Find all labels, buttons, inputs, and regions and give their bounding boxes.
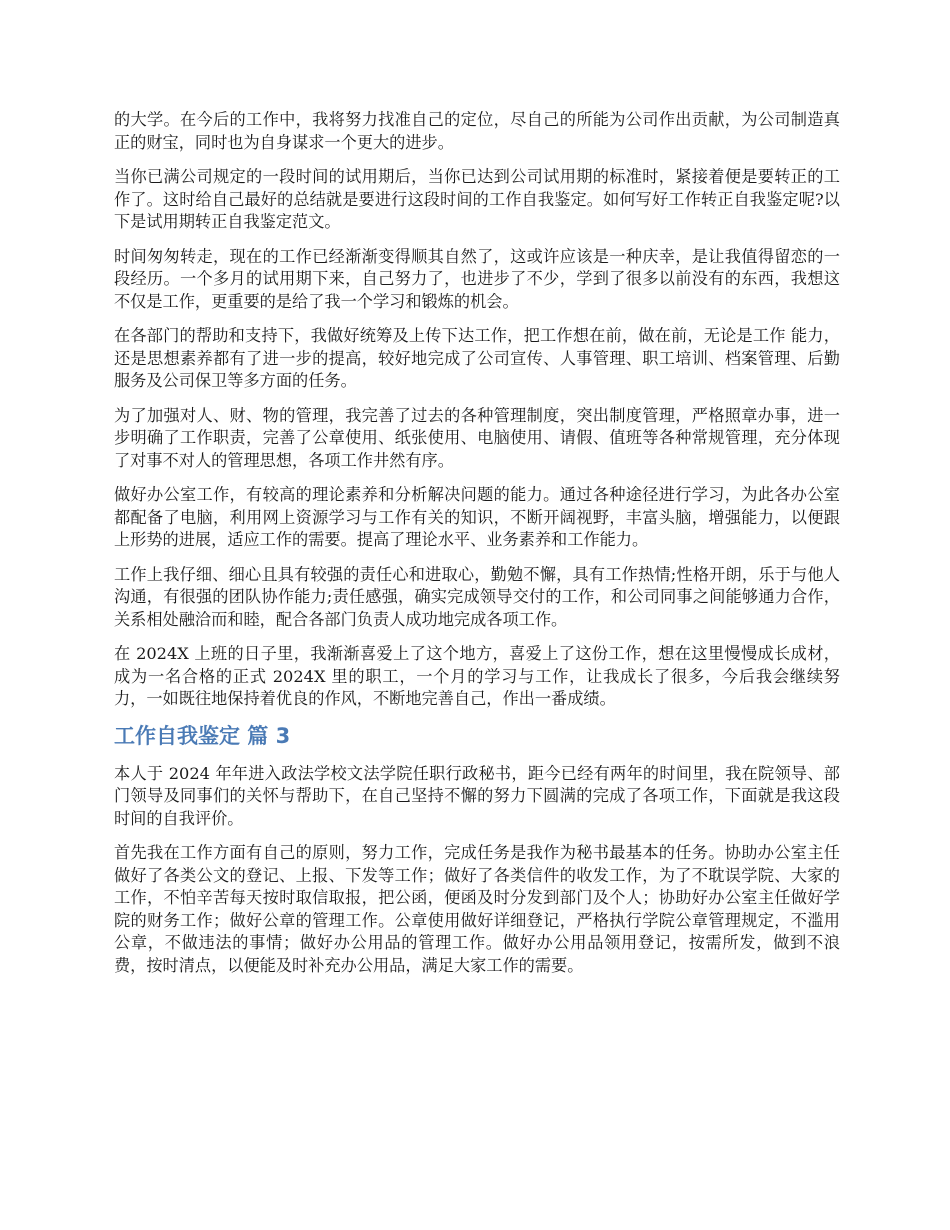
paragraph: 在各部门的帮助和支持下，我做好统筹及上传下达工作，把工作想在前，做在前，无论是工作 能力，还是思想素养都有了进一步的提高，较好地完成了公司宣传、人事管理、职工培训、档案管理、后勤服务及公司保卫等多方面的任务。 bbox=[114, 326, 840, 390]
paragraph: 工作上我仔细、细心且具有较强的责任心和进取心，勤勉不懈，具有工作热情;性格开朗，乐于与他人沟通，有很强的团队协作能力;责任感强，确实完成领导交付的工作，和公司同事之间能够通力合作，关系相处融洽而和睦，配合各部门负责人成功地完成各项工作。 bbox=[114, 564, 840, 629]
paragraph: 为了加强对人、财、物的管理，我完善了过去的各种管理制度，突出制度管理，严格照章办事，进一步明确了工作职责，完善了公章使用、纸张使用、电脑使用、请假、值班等各种常规管理，充分体现了对事不对人的管理思想，各项工作井然有序。 bbox=[114, 405, 840, 470]
paragraph: 时间匆匆转走，现在的工作已经渐渐变得顺其自然了，这或许应该是一种庆幸，是让我值得留恋的一段经历。一个多月的试用期下来，自己努力了，也进步了不少，学到了很多以前没有的东西，我想这不仅是工作，更重要的是给了我一个学习和锻炼的机会。 bbox=[114, 246, 840, 311]
paragraph: 本人于 2024 年年进入政法学校文法学院任职行政秘书，距今已经有两年的时间里，我在院领导、部门领导及同事们的关怀与帮助下，在自己坚持不懈的努力下圆满的完成了各项工作，下面就是我这段时间的自我评价。 bbox=[114, 763, 840, 828]
paragraph: 做好办公室工作，有较高的理论素养和分析解决问题的能力。通过各种途径进行学习，为此各办公室都配备了电脑，利用网上资源学习与工作有关的知识，不断开阔视野，丰富头脑，增强能力，以便跟上形势的进展，适应工作的需要。提高了理论水平、业务素养和工作能力。 bbox=[114, 485, 840, 549]
paragraph: 当你已满公司规定的一段时间的试用期后，当你已达到公司试用期的标准时，紧接着便是要转正的工作了。这时给自己最好的总结就是要进行这段时间的工作自我鉴定。如何写好工作转正自我鉴定呢?以下是试用期转正自我鉴定范文。 bbox=[114, 167, 840, 231]
document-page bbox=[114, 109, 840, 989]
paragraph: 首先我在工作方面有自己的原则，努力工作，完成任务是我作为秘书最基本的任务。协助办公室主任做好了各类公文的登记、上报、下发等工作；做好了各类信件的收发工作，为了不耽误学院、大家的工作，不怕辛苦每天按时取信取报，把公函，便函及时分发到部门及个人；协助好办公室主任做好学院的财务工作；做好公章的管理工作。公章使用做好详细登记，严格执行学院公章管理规定，不滥用公章，不做违法的事情；做好办公用品的管理工作。做好办公用品领用登记，按需所发，做到不浪费，按时清点，以便能及时补充办公用品，满足大家工作的需要。 bbox=[114, 843, 840, 975]
section-heading: 工作自我鉴定 篇 3 bbox=[114, 723, 291, 748]
paragraph: 在 2024X 上班的日子里，我渐渐喜爱上了这个地方，喜爱上了这份工作，想在这里慢慢成长成材，成为一名合格的正式 2024X 里的职工，一个月的学习与工作，让我成长了很多，今后我会继续努力，一如既往地保持着优良的作风，不断地完善自己，作出一番成绩。 bbox=[114, 644, 840, 708]
paragraph: 的大学。在今后的工作中，我将努力找准自己的定位，尽自己的所能为公司作出贡献，为公司制造真正的财宝，同时也为自身谋求一个更大的进步。 bbox=[114, 110, 840, 152]
